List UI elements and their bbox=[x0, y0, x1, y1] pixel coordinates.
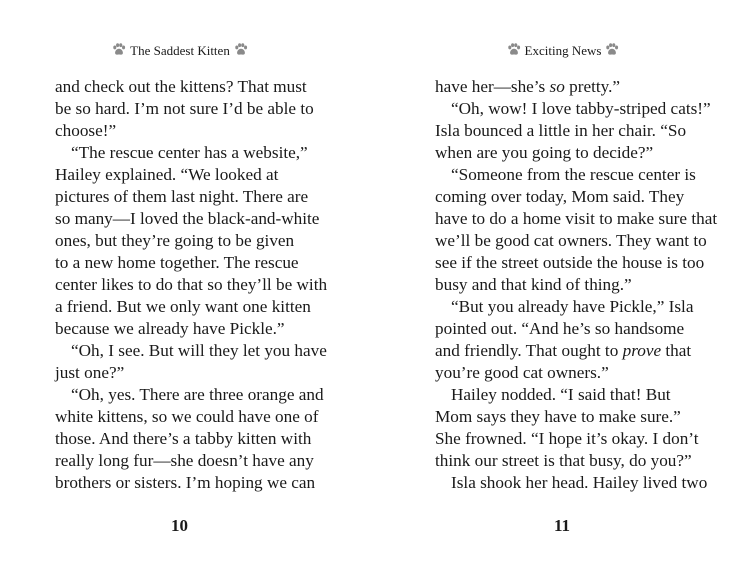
text-line: just one?” bbox=[55, 363, 125, 382]
text-segment: think our street is that busy, do you?” bbox=[435, 451, 692, 470]
text-line bbox=[435, 76, 715, 98]
text-line: Hailey explained. “We looked at bbox=[55, 165, 279, 184]
paw-print-icon bbox=[605, 43, 619, 56]
paw-print-icon bbox=[234, 43, 248, 56]
text-line bbox=[435, 450, 715, 472]
text-segment: see if the street outside the house is too bbox=[435, 253, 705, 272]
text-segment: when are you going to decide?” bbox=[435, 143, 654, 162]
text-line: those. And there’s a tabby kitten with bbox=[55, 429, 312, 448]
text-line: so many—I loved the black-and-white bbox=[55, 209, 320, 228]
text-line bbox=[435, 472, 715, 494]
page-number: 10 bbox=[171, 516, 188, 535]
text-segment: “But you already have Pickle,” Isla bbox=[451, 297, 694, 316]
text-segment: pretty.” bbox=[564, 77, 621, 96]
text-line bbox=[435, 98, 715, 120]
text-line bbox=[435, 252, 715, 274]
text-segment: Hailey nodded. “I said that! But bbox=[451, 385, 671, 404]
text-line: and check out the kittens? That must bbox=[55, 77, 307, 96]
text-segment: have her—she’s bbox=[435, 77, 550, 96]
text-segment: “Someone from the rescue center is bbox=[451, 165, 696, 184]
text-line: choose!” bbox=[55, 121, 117, 140]
paw-print-icon bbox=[112, 43, 126, 56]
text-line bbox=[435, 142, 715, 164]
right-page bbox=[372, 0, 743, 572]
text-line bbox=[435, 164, 715, 186]
running-header bbox=[372, 43, 743, 59]
running-header bbox=[0, 43, 360, 59]
text-segment: have to do a home visit to make sure that bbox=[435, 209, 718, 228]
text-line: “Oh, I see. But will they let you have bbox=[71, 341, 327, 360]
text-line bbox=[435, 340, 715, 362]
text-line bbox=[435, 384, 715, 406]
text-segment: pointed out. “And he’s so handsome bbox=[435, 319, 685, 338]
text-line: center likes to do that so they’ll be with bbox=[55, 275, 328, 294]
header-title: The Saddest Kitten bbox=[130, 43, 230, 58]
text-line bbox=[435, 274, 715, 296]
text-segment: Isla shook her head. Hailey lived two bbox=[451, 473, 708, 492]
text-segment: “Oh, wow! I love tabby-striped cats!” bbox=[451, 99, 711, 118]
text-segment: coming over today, Mom said. They bbox=[435, 187, 685, 206]
text-line bbox=[435, 406, 715, 428]
text-segment: you’re good cat owners.” bbox=[435, 363, 609, 382]
text-line bbox=[435, 120, 715, 142]
text-line: because we already have Pickle.” bbox=[55, 319, 285, 338]
body-text bbox=[435, 76, 718, 494]
text-line: white kittens, so we could have one of bbox=[55, 407, 319, 426]
text-line bbox=[435, 296, 715, 318]
page-number: 11 bbox=[554, 516, 571, 535]
text-segment: Mom says they have to make sure.” bbox=[435, 407, 681, 426]
text-line: to a new home together. The rescue bbox=[55, 253, 299, 272]
text-line: “Oh, yes. There are three orange and bbox=[71, 385, 324, 404]
header-title: Exciting News bbox=[524, 43, 602, 58]
text-line bbox=[435, 208, 718, 230]
paw-print-icon bbox=[507, 43, 521, 56]
text-segment: She frowned. “I hope it’s okay. I don’t bbox=[435, 429, 699, 448]
text-line: “The rescue center has a website,” bbox=[71, 143, 308, 162]
text-segment: and friendly. That ought to bbox=[435, 341, 623, 360]
text-line: be so hard. I’m not sure I’d be able to bbox=[55, 99, 314, 118]
text-line bbox=[435, 230, 715, 252]
text-segment: Isla bounced a little in her chair. “So bbox=[435, 121, 687, 140]
text-segment: we’ll be good cat owners. They want to bbox=[435, 231, 707, 250]
text-line: a friend. But we only want one kitten bbox=[55, 297, 311, 316]
body-text bbox=[55, 76, 328, 494]
text-line bbox=[435, 186, 715, 208]
text-line: brothers or sisters. I’m hoping we can bbox=[55, 473, 316, 492]
text-segment: that bbox=[661, 341, 692, 360]
text-line bbox=[435, 362, 715, 384]
text-line: pictures of them last night. There are bbox=[55, 187, 309, 206]
text-line bbox=[435, 428, 715, 450]
text-line bbox=[435, 318, 715, 340]
emphasized-text: prove bbox=[622, 341, 662, 360]
emphasized-text: so bbox=[549, 77, 565, 96]
text-segment: busy and that kind of thing.” bbox=[435, 275, 632, 294]
text-line: really long fur—she doesn’t have any bbox=[55, 451, 314, 470]
text-line: ones, but they’re going to be given bbox=[55, 231, 295, 250]
